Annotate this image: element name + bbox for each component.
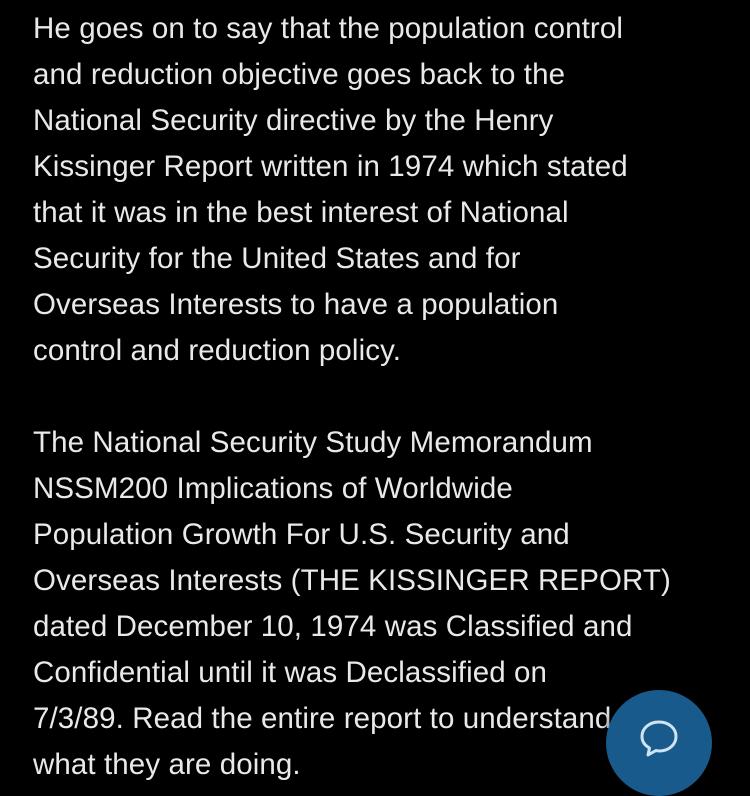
chat-bubble-icon <box>637 722 681 765</box>
post-text <box>33 6 723 788</box>
post-paragraph-2: The National Security Study Memorandum NSSM200 Implications of Worldwide Population Growth For U.S. Security and Overseas Interests (THE KISSINGER REPORT) dated December 10, 1974 was Classified and Confidential until it was Declassified on 7/3/89. Read the entire report to understand what they are doing. <box>33 426 671 781</box>
compose-reply-button[interactable] <box>606 690 712 796</box>
post-paragraph-1: He goes on to say that the population control and reduction objective goes back to the National Security directive by the Henry Kissinger Report written in 1974 which stated that it was in the best interest of National Security for the United States and for Overseas Interests to have a population control and reduction policy. <box>33 12 628 367</box>
